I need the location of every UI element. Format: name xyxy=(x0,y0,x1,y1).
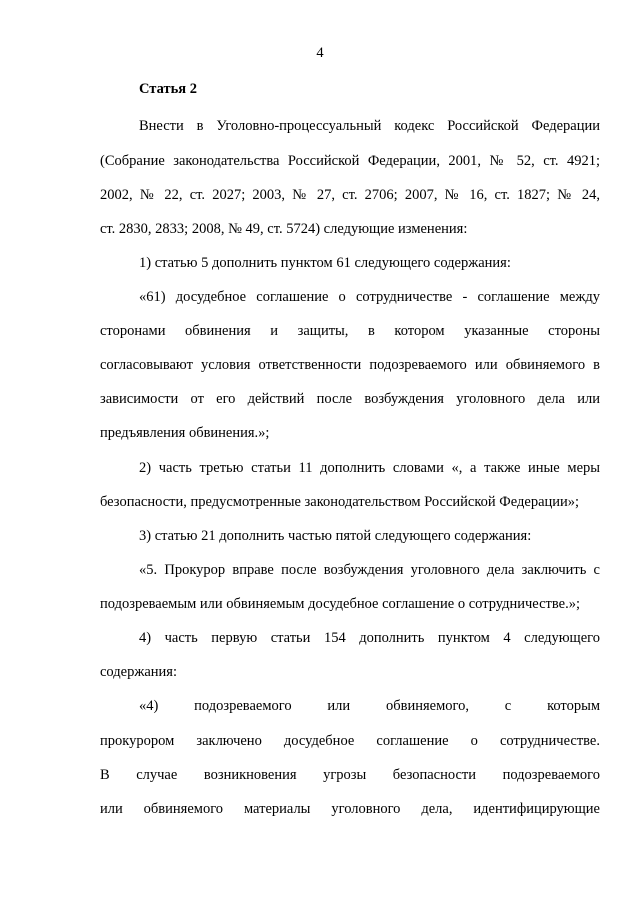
text-line: «61) досудебное соглашение о сотрудничестве - соглашение между xyxy=(139,289,600,305)
text-line: предъявления обвинения.»; xyxy=(100,425,270,441)
text-line: подозреваемым или обвиняемым досудебное соглашение о сотрудничестве.»; xyxy=(100,596,580,612)
text-line: 4) часть первую статьи 154 дополнить пунктом 4 следующего xyxy=(139,630,600,646)
text-line: прокурором заключено досудебное соглашение о сотрудничестве. xyxy=(100,733,600,749)
text-line: «5. Прокурор вправе после возбуждения уголовного дела заключить с xyxy=(139,562,600,578)
text-line: В случае возникновения угрозы безопасности подозреваемого xyxy=(100,767,600,783)
text-line: сторонами обвинения и защиты, в котором указанные стороны xyxy=(100,323,600,339)
text-line: ст. 2830, 2833; 2008, № 49, ст. 5724) следующие изменения: xyxy=(100,221,468,237)
text-line: или обвиняемого материалы уголовного дела, идентифицирующие xyxy=(100,801,600,817)
text-line: 1) статью 5 дополнить пунктом 61 следующего содержания: xyxy=(139,255,511,271)
text-line: 2002, № 22, ст. 2027; 2003, № 27, ст. 2706; 2007, № 16, ст. 1827; № 24, xyxy=(100,187,600,203)
text-line: безопасности, предусмотренные законодательством Российской Федерации»; xyxy=(100,494,580,510)
text-line: зависимости от его действий после возбуждения уголовного дела или xyxy=(100,391,600,407)
text-line: 3) статью 21 дополнить частью пятой следующего содержания: xyxy=(139,528,532,544)
article-title: Статья 2 xyxy=(139,81,197,97)
page-number: 4 xyxy=(316,45,324,61)
text-line: 2) часть третью статьи 11 дополнить словами «, а также иные меры xyxy=(139,460,600,476)
text-line: содержания: xyxy=(100,664,178,680)
text-line: (Собрание законодательства Российской Федерации, 2001, № 52, ст. 4921; xyxy=(100,153,600,169)
text-line: согласовывают условия ответственности подозреваемого или обвиняемого в xyxy=(100,357,600,373)
text-line: «4) подозреваемого или обвиняемого, с которым xyxy=(139,698,600,714)
text-line: Внести в Уголовно-процессуальный кодекс Российской Федерации xyxy=(139,118,600,134)
